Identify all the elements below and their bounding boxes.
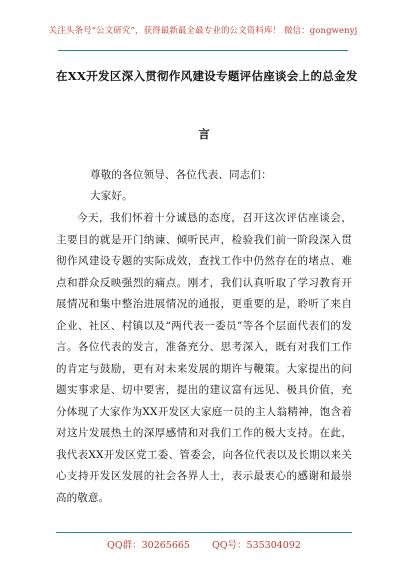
header-notice: 关注头条号“公文研究”，获得最新最全最专业的公文资料库！ 微信：gongwenyj bbox=[48, 26, 358, 36]
footer-qq-group: QQ群：30265665 bbox=[107, 540, 190, 551]
footer bbox=[56, 532, 352, 555]
salutation: 尊敬的各位领导、各位代表、同志们： bbox=[90, 169, 272, 181]
document-title-continued: 言 bbox=[198, 127, 210, 141]
greeting: 大家好。 bbox=[90, 190, 133, 202]
footer-qq-number: QQ号：535304092 bbox=[211, 540, 301, 551]
document-title: 在XX开发区深入贯彻作风建设专题评估座谈会上的总金发 bbox=[56, 69, 358, 83]
header-bar bbox=[48, 18, 358, 51]
body-paragraph: 今天，我们怀着十分诚恳的态度，召开这次评估座谈会，主要目的就是开门纳谏、倾听民声，检验我们前一阶段深入贯彻作风建设专题的实际成效，查找工作中仍然存在的堵点、难点和群众反映强烈的痛点。刚才，我们认真听取了学习教育开展情况和集中整治进展情况的通报，更重要的是，聆听了来自企业、社区、村镇以及“两代表一委员”等各个层面代表们的发言。各位代表的发言，准备充分、思考深入，既有对我们工作的肯定与鼓励，更有对未来发展的期许与鞭策。大家提出的问题实事求是、切中要害，提出的建议富有远见、极具价值，充分体现了大家作为XX开发区大家庭一员的主人翁精神，饱含着对这片发展热土的深厚感情和对我们工作的极大支持。在此，我代表XX开发区党工委、管委会，向各位代表以及长期以来关心支持开发区发展的社会各界人士，表示最衷心的感谢和最崇高的敬意。 bbox=[56, 212, 352, 504]
